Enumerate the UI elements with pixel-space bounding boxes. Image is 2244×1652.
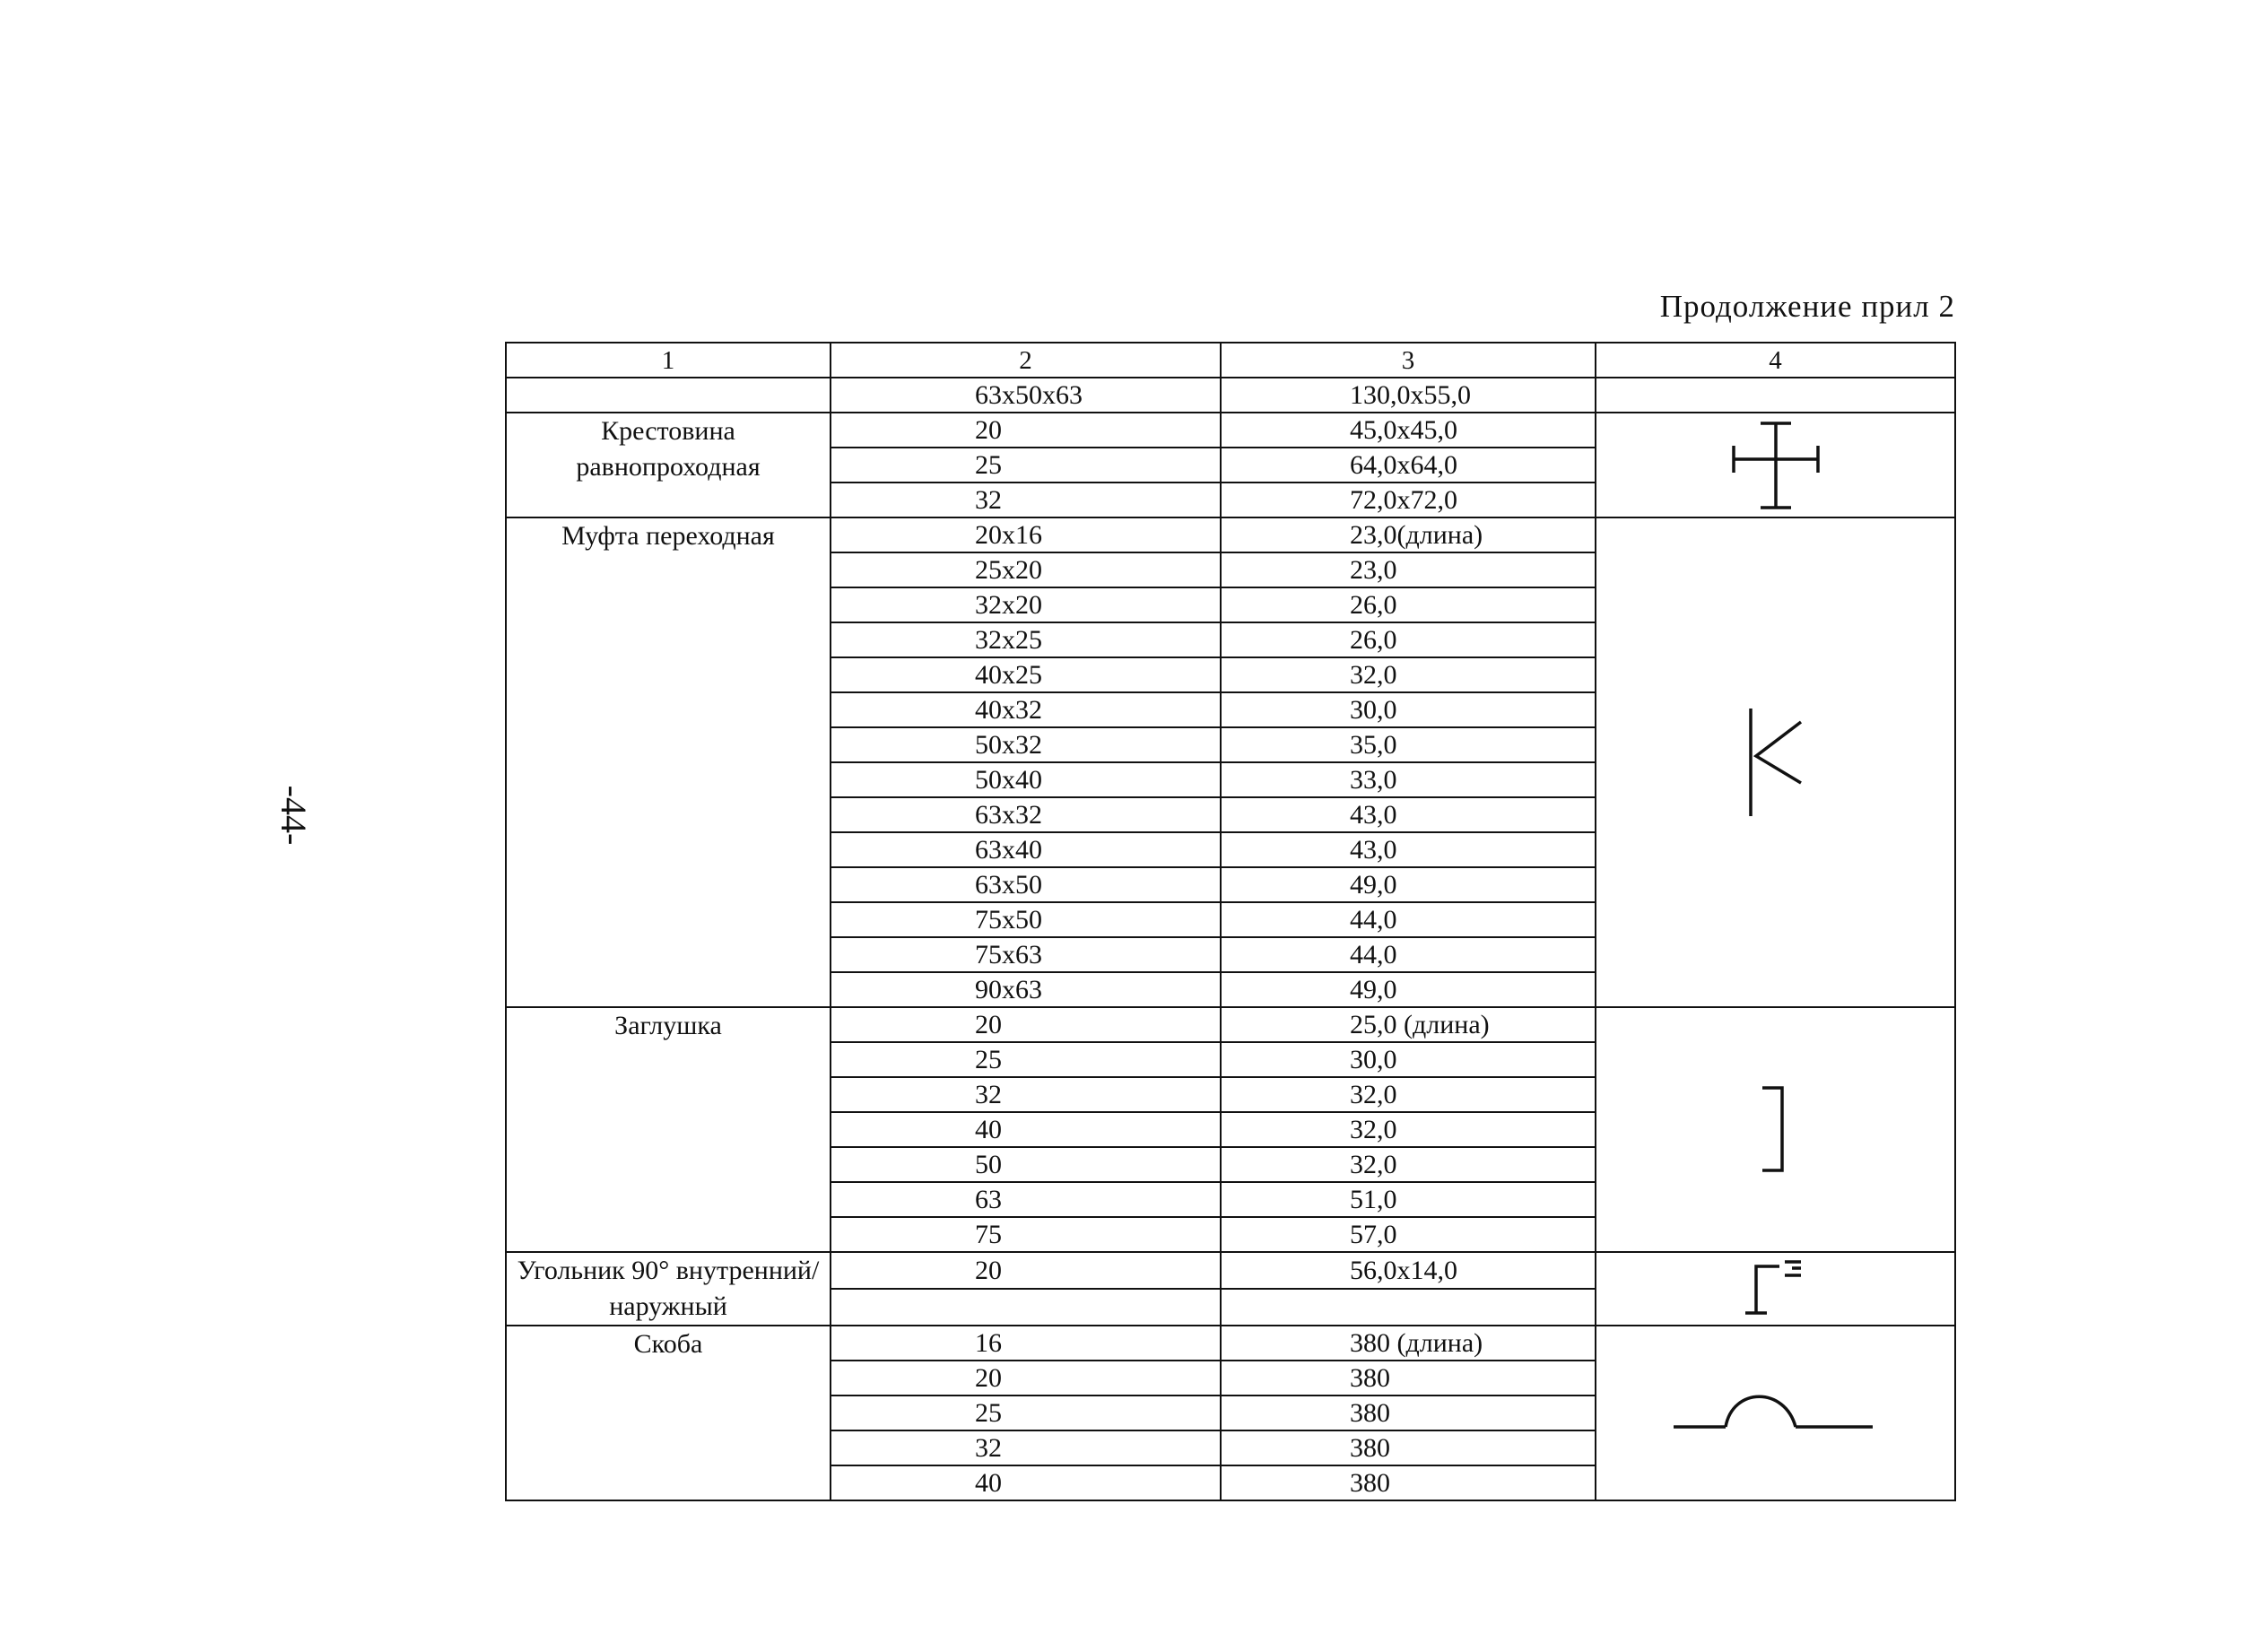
reducer-symbol (1596, 704, 1954, 821)
symbol-cell (1596, 1326, 1955, 1500)
page-number: -44- (274, 785, 314, 846)
dimension-cell: 64,0х64,0 (1221, 448, 1596, 483)
size-cell: 50 (831, 1147, 1221, 1182)
size-cell: 63х50 (831, 867, 1221, 902)
size-cell: 40 (831, 1112, 1221, 1147)
size-cell: 20 (831, 1007, 1221, 1042)
column-header: 2 (831, 343, 1221, 378)
header-row (506, 343, 1955, 378)
table-row (506, 1252, 1955, 1289)
symbol-cell (1596, 517, 1955, 1007)
dimension-cell: 35,0 (1221, 727, 1596, 762)
dimension-cell: 26,0 (1221, 622, 1596, 657)
size-cell: 75х50 (831, 902, 1221, 937)
cap-symbol (1596, 1081, 1954, 1179)
dimension-cell: 380 (1221, 1396, 1596, 1430)
dimension-cell: 44,0 (1221, 902, 1596, 937)
dimension-cell: 45,0х45,0 (1221, 413, 1596, 448)
dimension-cell: 56,0х14,0 (1221, 1252, 1596, 1289)
dimension-cell: 25,0 (длина) (1221, 1007, 1596, 1042)
dimension-cell: 57,0 (1221, 1217, 1596, 1252)
size-cell: 90х63 (831, 972, 1221, 1007)
dimension-cell: 23,0(длина) (1221, 517, 1596, 552)
symbol-cell (1596, 1007, 1955, 1252)
item-name-cell: Угольник 90° внутренний/наружный (506, 1252, 831, 1326)
size-cell: 20х16 (831, 517, 1221, 552)
size-cell: 25 (831, 1042, 1221, 1077)
size-cell: 63х50х63 (831, 378, 1221, 413)
symbol-cell (1596, 378, 1955, 413)
size-cell: 32х20 (831, 587, 1221, 622)
size-cell: 50х40 (831, 762, 1221, 797)
item-name-cell: Муфта переходная (506, 517, 831, 1007)
size-cell: 16 (831, 1326, 1221, 1361)
size-cell: 63х40 (831, 832, 1221, 867)
dimension-cell: 49,0 (1221, 972, 1596, 1007)
size-cell: 20 (831, 1252, 1221, 1289)
dimension-cell: 33,0 (1221, 762, 1596, 797)
table-row (506, 517, 1955, 552)
dimension-cell: 30,0 (1221, 692, 1596, 727)
dimension-cell: 23,0 (1221, 552, 1596, 587)
column-header: 1 (506, 343, 831, 378)
symbol-cell (1596, 1252, 1955, 1326)
size-cell: 75х63 (831, 937, 1221, 972)
dimension-cell: 380 (1221, 1465, 1596, 1500)
size-cell: 40х32 (831, 692, 1221, 727)
size-cell (831, 1289, 1221, 1326)
size-cell: 25 (831, 448, 1221, 483)
size-cell: 40х25 (831, 657, 1221, 692)
cross-symbol (1596, 416, 1954, 515)
size-cell: 63 (831, 1182, 1221, 1217)
dimension-cell: 26,0 (1221, 587, 1596, 622)
size-cell: 40 (831, 1465, 1221, 1500)
dimension-cell: 72,0х72,0 (1221, 483, 1596, 517)
size-cell: 50х32 (831, 727, 1221, 762)
dimension-cell: 380 (длина) (1221, 1326, 1596, 1361)
size-cell: 32 (831, 483, 1221, 517)
size-cell: 25 (831, 1396, 1221, 1430)
appendix-continuation-caption: Продолжение прил 2 (1659, 289, 1955, 324)
size-cell: 32 (831, 1077, 1221, 1112)
size-cell: 32 (831, 1430, 1221, 1465)
size-cell: 63х32 (831, 797, 1221, 832)
dimension-cell: 43,0 (1221, 797, 1596, 832)
table-row (506, 1326, 1955, 1361)
dimension-cell: 380 (1221, 1430, 1596, 1465)
item-name-cell: Крестовина равнопроходная (506, 413, 831, 517)
size-cell: 25х20 (831, 552, 1221, 587)
size-cell: 75 (831, 1217, 1221, 1252)
dimension-cell: 43,0 (1221, 832, 1596, 867)
item-name-cell (506, 378, 831, 413)
fittings-spec-table (505, 342, 1956, 1501)
item-name-cell: Заглушка (506, 1007, 831, 1252)
dimension-cell: 32,0 (1221, 1112, 1596, 1147)
dimension-cell: 380 (1221, 1361, 1596, 1396)
dimension-cell: 30,0 (1221, 1042, 1596, 1077)
size-cell: 20 (831, 1361, 1221, 1396)
dimension-cell: 32,0 (1221, 1147, 1596, 1182)
table-row (506, 413, 1955, 448)
dimension-cell: 130,0х55,0 (1221, 378, 1596, 413)
table-row (506, 1007, 1955, 1042)
dimension-cell (1221, 1289, 1596, 1326)
elbow-symbol (1596, 1257, 1954, 1320)
bracket-symbol (1596, 1378, 1954, 1449)
dimension-cell: 32,0 (1221, 1077, 1596, 1112)
column-header: 4 (1596, 343, 1955, 378)
size-cell: 32х25 (831, 622, 1221, 657)
symbol-cell (1596, 413, 1955, 517)
dimension-cell: 44,0 (1221, 937, 1596, 972)
size-cell: 20 (831, 413, 1221, 448)
dimension-cell: 51,0 (1221, 1182, 1596, 1217)
dimension-cell: 49,0 (1221, 867, 1596, 902)
table-row (506, 378, 1955, 413)
item-name-cell: Скоба (506, 1326, 831, 1500)
column-header: 3 (1221, 343, 1596, 378)
dimension-cell: 32,0 (1221, 657, 1596, 692)
